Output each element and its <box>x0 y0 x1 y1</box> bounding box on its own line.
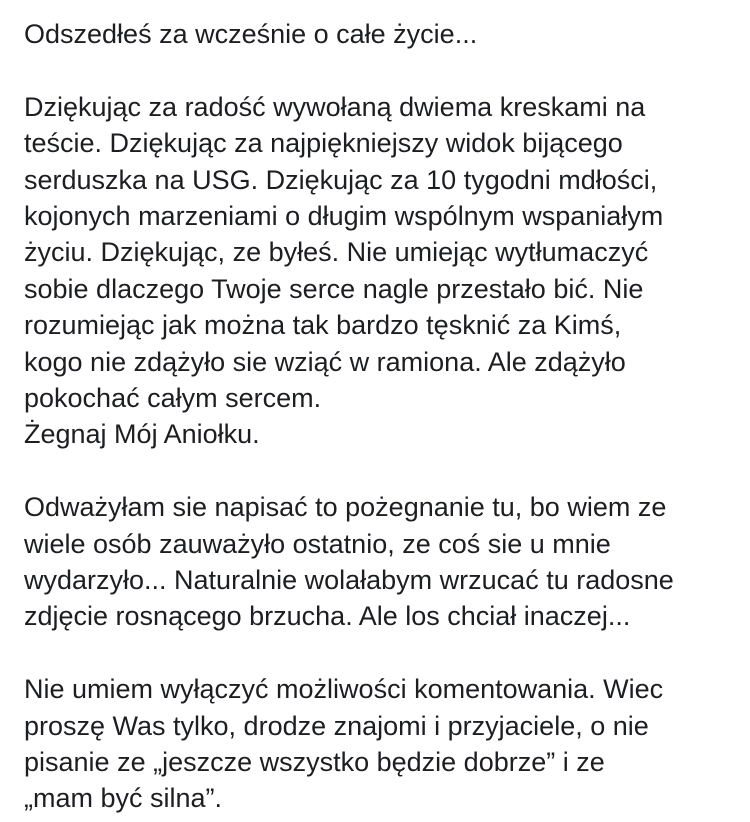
post-paragraph-request: Nie umiem wyłączyć możliwości komentowania. Wiec proszę Was tylko, drodze znajomi i przyjaciele, o nie pisanie ze „jeszcze wszystko będzie dobrze” i ze „mam być silna”. <box>24 674 664 814</box>
post-paragraph-thanks: Dziękując za radość wywołaną dwiema kreskami na teście. Dziękując za najpiękniejszy widok bijącego serduszka na USG. Dziękując za 10 tygodni mdłości, kojonych marzeniami o długim wspólnym wspaniałym życiu. Dziękując, ze byłeś. Nie umiejąc wytłumaczyć sobie dlaczego Twoje serce nagle przestało bić. Nie rozumiejąc jak można tak bardzo tęsknić za Kimś, kogo nie zdążyło sie wziąć w ramiona. Ale zdążyło pokochać całym sercem. Żegnaj Mój Aniołku. <box>24 91 664 450</box>
post-paragraph-explanation: Odważyłam sie napisać to pożegnanie tu, bo wiem ze wiele osób zauważyło ostatnio, ze coś sie u mnie wydarzyło... Naturalnie wolałabym wrzucać tu radosne zdjęcie rosnącego brzucha. Ale los chciał inaczej... <box>24 492 674 632</box>
post-paragraph-opening: Odszedłeś za wcześnie o całe życie... <box>24 19 478 49</box>
